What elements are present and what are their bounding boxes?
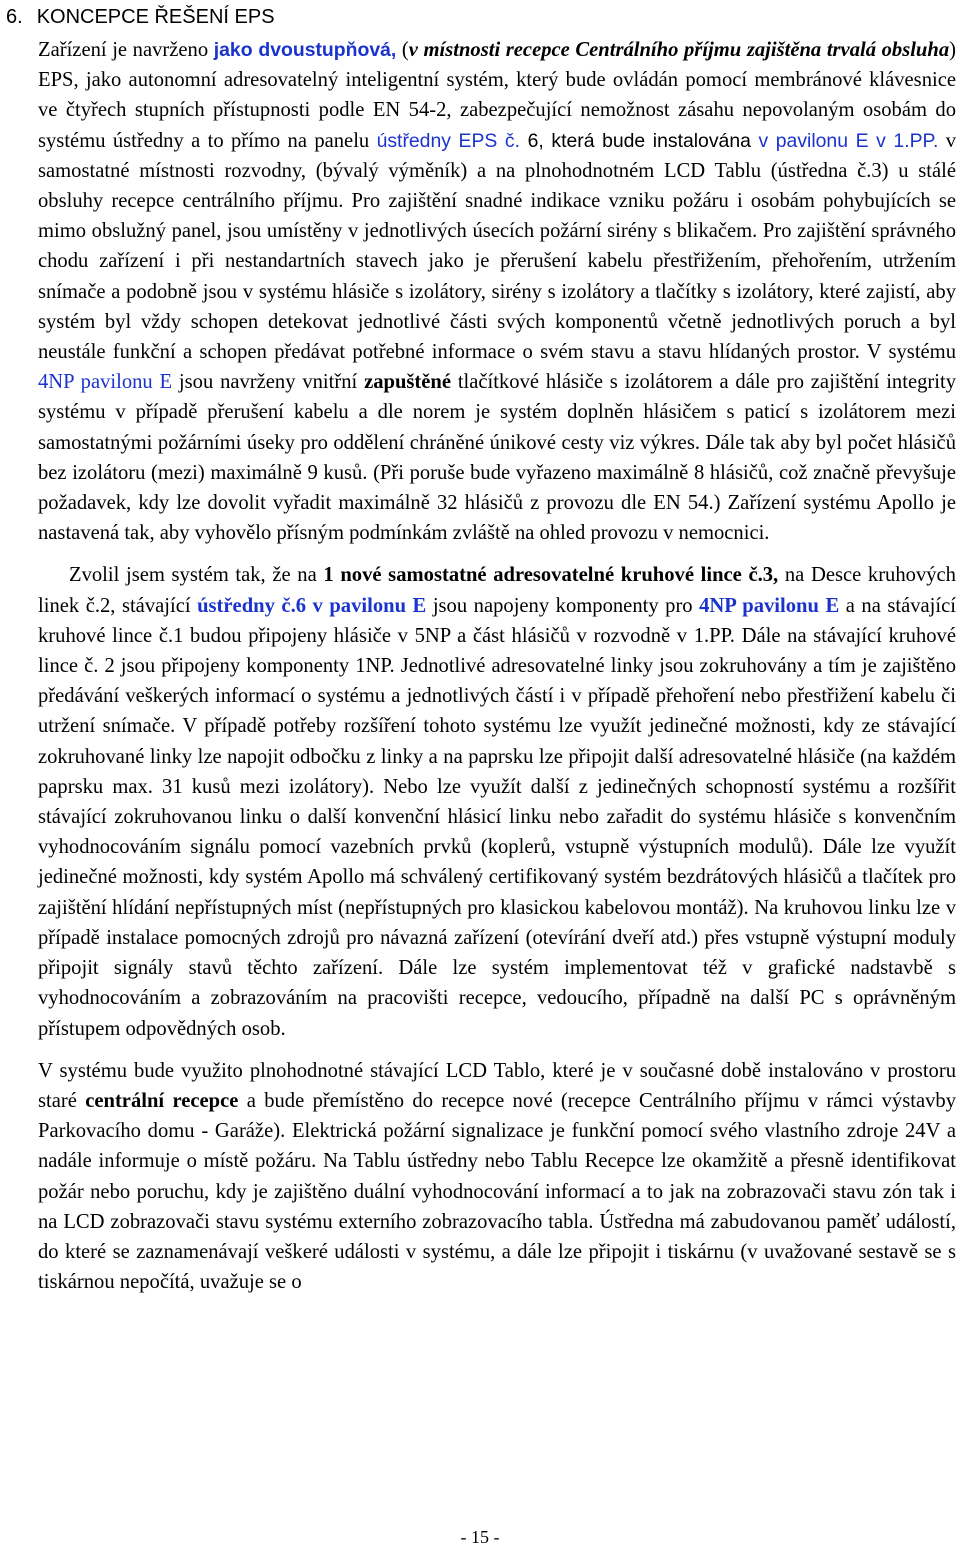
text-run: 6, která bude instalována [520, 129, 759, 152]
section-number: 6. [6, 6, 23, 28]
text-run: Zařízení je navrženo [38, 39, 214, 61]
text-run: ) EPS, jako autonomní adresovatelný inteligentní systém, který bude ovládán pomocí membránové klávesnice ve čtyřech stupních přístupnosti podle EN 54-2, zabezpečující nemožnost zásahu nepovolaným osobám do systému ústředny a to přímo na panelu [38, 39, 956, 152]
text-run: Zvolil jsem systém tak, že na [69, 564, 324, 587]
text-run: tlačítkové hlásiče s izolátorem a dále pro zajištění integrity systému v případě přerušení kabelu a dle norem je systém doplněn hlásičem s paticí s izolátorem mezi samostatnými požárními úseky pro oddělení chráněné únikové cesty viz výkres. Dále tak aby byl počet hlásičů bez izolátoru (mezi) maximálně 9 kusů. (Při poruše bude vyřazeno maximálně 8 hlásičů, což značně převyšuje požadavek, kdy lze dovolit vyřadit maximálně 32 hlásičů z provozu dle EN 54.) Zařízení systému Apollo je nastavená tak, aby vyhovělo přísným podmínkám zvláště na ohled provozu v nemocnici. [38, 371, 956, 545]
text-run: ( [396, 39, 409, 61]
text-run: na Desce kruhových linek č.2, stávající [38, 564, 956, 617]
page-number: - 15 - [460, 1527, 500, 1547]
text-run-highlight: 4NP pavilonu E [699, 594, 840, 617]
text-run: a bude přemístěno do recepce nové (recepce Centrálního příjmu v rámci výstavby Parkovacího domu - Garáže). Elektrická požární signalizace je funkční pomocí svého vlastního zdroje 24V a nadále informuje o místě požáru. Na Tablu ústředny nebo Tablu Recepce lze okamžitě a přesně identifikovat požár nebo poruchu, kdy je zajištěno duální vyhodnocování informací a to jak na zobrazovači stavu zón tak i na LCD zobrazovači stavu systému externího zobrazovacího tabla. Ústředna má zabudovanou paměť událostí, do které se zaznamenávají veškeré události v systému, a dále lze připojit i tiskárnu (v uvažované sestavě se s tiskárnou nepočítá, uvažuje se o [38, 1089, 956, 1294]
text-run: v samostatné místnosti rozvodny, (bývalý výměník) a na plnohodnotném LCD Tablu (ústředna č.3) u stálé obsluhy recepce centrálního příjmu. Pro zajištění snadné indikace vzniku požáru i osobám pohybujících se mimo obslužný panel, jsou umístěny v jednotlivých úsecích požární sirény s blikačem. Pro zajištění správného chodu zařízení i při nestandartních stavech jako je přerušení kabelu přestřižením, přehořením, utržením snímače a podobně jsou v systému hlásiče s izolátory, sirény s izolátory a tlačítky s izolátory, které zajistí, aby systém byl vždy schopen detekovat jednotlivé části svých komponentů včetně jednotlivých poruch a byl neustále funkční a schopen předávat potřebné informace o svém stavu a stavu hlídaných prostor. V systému [38, 129, 956, 364]
text-run-highlight: 4NP pavilonu E [38, 371, 173, 394]
paragraph-3 [38, 1056, 956, 1298]
text-run-bold: centrální recepce [85, 1089, 239, 1112]
section-heading [6, 2, 275, 32]
text-run-highlight: v 1.PP. [876, 129, 939, 152]
text-run-bold: zapuštěné [364, 371, 452, 394]
text-run: V systému bude využito plnohodnotné stávající LCD Tablo, které je v současné době instalováno v prostoru staré [38, 1059, 956, 1112]
text-run-highlight: ústředny č.6 v pavilonu E [197, 594, 427, 617]
text-run-highlight: jako dvoustupňová, [213, 39, 397, 61]
text-run [869, 130, 877, 152]
text-run-highlight: ústředny EPS č. [376, 129, 521, 152]
text-run: jsou navrženy vnitřní [172, 371, 365, 394]
text-run-highlight: v pavilonu E [758, 129, 869, 152]
document-body [38, 35, 956, 1297]
text-run-emphasis: v místnosti recepce Centrálního příjmu zajištěna trvalá obsluha [408, 39, 950, 61]
text-run: a na stávající kruhové lince č.1 budou připojeny hlásiče v 5NP a část hlásičů v rozvodně v 1.PP. Dále na stávající kruhové lince č. 2 jsou připojeny komponenty 1NP. Jednotlivé adresovatelné linky jsou zokruhovány a tím je zajištěno předávání veškerých informací o systému a jednotlivých částí i v případě přehoření nebo přestřižení kabelu či utržení snímače. V případě potřeby rozšíření tohoto systému lze využít jedinečné možnosti, kdy ze stávající zokruhované linky lze napojit odbočku z linky a na paprsku lze připojit další adresovatelné hlásiče (na každém paprsku max. 31 kusů mezi izolátory). Nebo lze využít další z jedinečných schopností systému a rozšířit stávající zokruhovanou linku o další konvenční hlásicí linku nebo zařadit do systému hlásiče s konvenčním vyhodnocováním signálu pomocí vazebních prvků (koplerů, vstupně výstupních modulů). Dále lze využít jedinečné možnosti, kdy systém Apollo má schválený certifikovaný systém bezdrátových hlásičů a tlačítek pro zajištění hlídání nepřístupných míst (nepřístupných pro klasickou kabelovou montáž). Na kruhovou linku lze v případě instalace pomocných zdrojů pro návazná zařízení (otevírání dveří atd.) přes vstupně výstupní moduly připojit signály stavů těchto zařízení. Dále lze systém implementovat též v grafické nadstavbě s vyhodnocováním a zobrazováním na pracovišti recepce, vedoucího, případně na další PC s oprávněným přístupem odpovědných osob. [38, 594, 956, 1040]
section-title: KONCEPCE ŘEŠENÍ EPS [36, 6, 275, 28]
text-run-bold: 1 nové samostatné adresovatelné kruhové lince č.3, [323, 564, 779, 587]
text-run: jsou napojeny komponenty pro [426, 594, 700, 617]
paragraph-2 [38, 560, 956, 1043]
paragraph-1 [38, 35, 956, 548]
